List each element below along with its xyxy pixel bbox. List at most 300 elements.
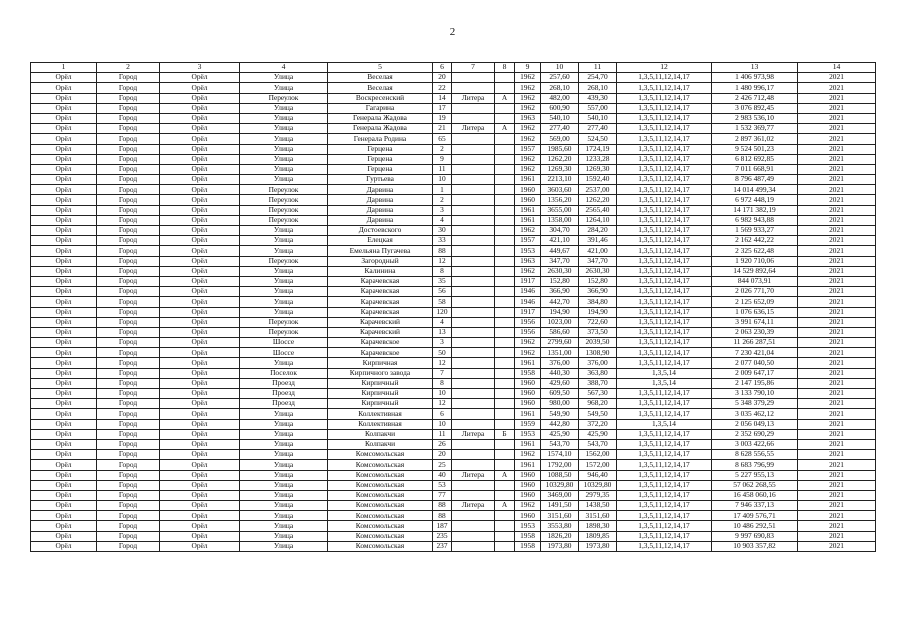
table-cell: 2021: [798, 113, 876, 123]
table-cell: 3 076 892,45: [712, 103, 798, 113]
table-cell: 600,90: [541, 103, 579, 113]
table-cell: Улица: [240, 287, 328, 297]
table-cell: Комсомольская: [328, 490, 433, 500]
table-cell: 7 230 421,04: [712, 348, 798, 358]
table-cell: 152,80: [541, 276, 579, 286]
table-cell: 2021: [798, 470, 876, 480]
table-cell: [495, 195, 515, 205]
table-cell: 194,90: [541, 307, 579, 317]
table-cell: Комсомольская: [328, 470, 433, 480]
table-cell: 391,46: [579, 236, 617, 246]
table-cell: 2 077 040,50: [712, 358, 798, 368]
table-row: [31, 73, 876, 83]
table-cell: Орёл: [160, 531, 240, 541]
table-cell: Город: [97, 501, 160, 511]
table-cell: 1961: [515, 215, 541, 225]
table-cell: Дарвина: [328, 195, 433, 205]
table-cell: Улица: [240, 531, 328, 541]
table-cell: 3: [433, 338, 452, 348]
table-cell: 1953: [515, 429, 541, 439]
table-cell: 540,10: [579, 113, 617, 123]
table-cell: 2021: [798, 287, 876, 297]
table-cell: 1961: [515, 439, 541, 449]
table-cell: Поселок: [240, 368, 328, 378]
table-cell: 722,60: [579, 317, 617, 327]
table-cell: 1960: [515, 399, 541, 409]
table-cell: 2021: [798, 164, 876, 174]
table-cell: 2021: [798, 205, 876, 215]
column-header: 14: [798, 63, 876, 73]
table-cell: 2 009 647,17: [712, 368, 798, 378]
table-cell: 1574,10: [541, 450, 579, 460]
column-header: 12: [617, 63, 712, 73]
table-cell: 1958: [515, 541, 541, 551]
table-cell: 347,70: [579, 256, 617, 266]
table-cell: Улица: [240, 409, 328, 419]
table-cell: 10 903 357,82: [712, 541, 798, 551]
table-cell: 1,3,5,11,12,14,17: [617, 236, 712, 246]
table-cell: 1724,19: [579, 144, 617, 154]
table-cell: Переулок: [240, 185, 328, 195]
table-cell: Город: [97, 164, 160, 174]
table-cell: 2021: [798, 256, 876, 266]
table-cell: 53: [433, 480, 452, 490]
table-row: [31, 266, 876, 276]
table-cell: 1,3,5,11,12,14,17: [617, 338, 712, 348]
table-cell: 2021: [798, 460, 876, 470]
table-cell: Город: [97, 368, 160, 378]
table-cell: 1826,20: [541, 531, 579, 541]
table-cell: 1,3,5,14: [617, 368, 712, 378]
table-cell: 1946: [515, 297, 541, 307]
table-cell: Город: [97, 256, 160, 266]
table-cell: Орёл: [160, 297, 240, 307]
table-cell: Улица: [240, 113, 328, 123]
table-cell: Город: [97, 399, 160, 409]
table-cell: 7 946 337,13: [712, 501, 798, 511]
table-cell: Город: [97, 124, 160, 134]
table-cell: [452, 103, 495, 113]
table-row: [31, 144, 876, 154]
table-cell: 2021: [798, 399, 876, 409]
table-cell: Город: [97, 348, 160, 358]
table-row: [31, 93, 876, 103]
table-cell: [495, 531, 515, 541]
table-cell: [495, 541, 515, 551]
table-row: [31, 409, 876, 419]
table-cell: Орёл: [160, 490, 240, 500]
table-cell: 1,3,5,11,12,14,17: [617, 409, 712, 419]
table-cell: 1959: [515, 419, 541, 429]
table-cell: Емельяна Пугачева: [328, 246, 433, 256]
table-cell: Калинина: [328, 266, 433, 276]
table-cell: 2021: [798, 348, 876, 358]
table-cell: [495, 103, 515, 113]
table-cell: 1,3,5,11,12,14,17: [617, 124, 712, 134]
table-cell: 1351,00: [541, 348, 579, 358]
table-row: [31, 287, 876, 297]
table-cell: [452, 175, 495, 185]
table-cell: 1,3,5,11,12,14,17: [617, 83, 712, 93]
table-row: [31, 450, 876, 460]
table-body: [31, 73, 876, 552]
column-header: 9: [515, 63, 541, 73]
table-cell: 1 569 933,27: [712, 226, 798, 236]
table-cell: 2021: [798, 317, 876, 327]
table-cell: Орёл: [31, 256, 97, 266]
table-cell: [452, 215, 495, 225]
table-cell: Орёл: [160, 368, 240, 378]
table-cell: 16 458 060,16: [712, 490, 798, 500]
table-cell: 2 162 442,22: [712, 236, 798, 246]
table-cell: 373,50: [579, 327, 617, 337]
table-cell: 2021: [798, 358, 876, 368]
table-cell: 88: [433, 511, 452, 521]
table-cell: 1962: [515, 154, 541, 164]
table-cell: 366,90: [541, 287, 579, 297]
table-cell: Орёл: [160, 103, 240, 113]
table-cell: 6 982 943,88: [712, 215, 798, 225]
table-cell: [495, 175, 515, 185]
table-cell: Герцена: [328, 144, 433, 154]
table-cell: [495, 297, 515, 307]
table-cell: 1,3,5,11,12,14,17: [617, 266, 712, 276]
table-cell: 2021: [798, 154, 876, 164]
table-cell: 3469,00: [541, 490, 579, 500]
table-cell: 1,3,5,11,12,14,17: [617, 460, 712, 470]
table-cell: 77: [433, 490, 452, 500]
table-cell: 2979,35: [579, 490, 617, 500]
table-cell: [495, 460, 515, 470]
table-cell: 1960: [515, 378, 541, 388]
table-row: [31, 113, 876, 123]
table-cell: 12: [433, 399, 452, 409]
table-cell: 1961: [515, 205, 541, 215]
table-cell: 8: [433, 266, 452, 276]
table-cell: Орёл: [31, 236, 97, 246]
table-cell: 3553,80: [541, 521, 579, 531]
table-cell: 1,3,5,11,12,14,17: [617, 185, 712, 195]
table-cell: 2021: [798, 521, 876, 531]
table-cell: 980,00: [541, 399, 579, 409]
table-cell: Проезд: [240, 378, 328, 388]
table-cell: Орёл: [31, 226, 97, 236]
table-cell: [452, 419, 495, 429]
table-cell: 2 426 712,48: [712, 93, 798, 103]
table-cell: Город: [97, 450, 160, 460]
table-cell: Кирпичный: [328, 389, 433, 399]
table-cell: 3655,00: [541, 205, 579, 215]
table-row: [31, 215, 876, 225]
table-cell: Орёл: [160, 236, 240, 246]
table-cell: Орёл: [31, 368, 97, 378]
table-cell: 549,50: [579, 409, 617, 419]
table-cell: Город: [97, 154, 160, 164]
table-cell: 2: [433, 195, 452, 205]
table-row: [31, 429, 876, 439]
table-cell: 56: [433, 287, 452, 297]
table-cell: Орёл: [31, 490, 97, 500]
table-cell: [452, 256, 495, 266]
table-cell: Орёл: [160, 389, 240, 399]
table-cell: Гуртьева: [328, 175, 433, 185]
table-cell: 372,20: [579, 419, 617, 429]
table-cell: [452, 490, 495, 500]
table-cell: Улица: [240, 164, 328, 174]
table-cell: Улица: [240, 541, 328, 551]
table-cell: 1,3,5,11,12,14,17: [617, 317, 712, 327]
column-header: 1: [31, 63, 97, 73]
table-cell: Город: [97, 460, 160, 470]
table-cell: 6 812 692,85: [712, 154, 798, 164]
table-cell: А: [495, 501, 515, 511]
table-cell: Город: [97, 541, 160, 551]
table-header-row: [31, 63, 876, 73]
table-cell: Город: [97, 236, 160, 246]
table-cell: 1792,00: [541, 460, 579, 470]
table-cell: Улица: [240, 480, 328, 490]
table-cell: Орёл: [160, 164, 240, 174]
table-cell: Воскресенский: [328, 93, 433, 103]
table-cell: [452, 164, 495, 174]
table-cell: 1960: [515, 195, 541, 205]
table-cell: Переулок: [240, 195, 328, 205]
table-cell: Проезд: [240, 389, 328, 399]
table-cell: 1917: [515, 307, 541, 317]
table-cell: Улица: [240, 236, 328, 246]
table-cell: Улица: [240, 266, 328, 276]
table-cell: 482,00: [541, 93, 579, 103]
table-cell: 1491,50: [541, 501, 579, 511]
table-cell: Орёл: [31, 73, 97, 83]
table-cell: Орёл: [160, 439, 240, 449]
table-cell: 2021: [798, 175, 876, 185]
table-cell: [495, 205, 515, 215]
table-cell: [495, 521, 515, 531]
table-cell: Город: [97, 185, 160, 195]
table-cell: 12: [433, 358, 452, 368]
table-cell: Орёл: [31, 93, 97, 103]
table-cell: 2021: [798, 378, 876, 388]
table-cell: [452, 450, 495, 460]
table-cell: Город: [97, 246, 160, 256]
table-cell: Литера: [452, 501, 495, 511]
table-cell: 1,3,5,11,12,14,17: [617, 470, 712, 480]
table-cell: [452, 368, 495, 378]
table-cell: Орёл: [31, 480, 97, 490]
table-cell: 20: [433, 450, 452, 460]
table-cell: 58: [433, 297, 452, 307]
table-cell: 3 003 422,66: [712, 439, 798, 449]
table-cell: 257,60: [541, 73, 579, 83]
table-cell: [452, 236, 495, 246]
table-cell: 442,80: [541, 419, 579, 429]
table-cell: 11: [433, 429, 452, 439]
table-cell: Улица: [240, 246, 328, 256]
table-cell: 421,10: [541, 236, 579, 246]
table-cell: 2021: [798, 419, 876, 429]
table-cell: Улица: [240, 521, 328, 531]
table-cell: Орёл: [160, 501, 240, 511]
table-cell: Улица: [240, 511, 328, 521]
table-cell: Город: [97, 205, 160, 215]
table-cell: Город: [97, 490, 160, 500]
table-cell: 3: [433, 205, 452, 215]
table-row: [31, 134, 876, 144]
table-cell: 10: [433, 419, 452, 429]
table-cell: 2 325 622,48: [712, 246, 798, 256]
table-cell: 1960: [515, 389, 541, 399]
table-cell: Переулок: [240, 327, 328, 337]
table-cell: 1962: [515, 164, 541, 174]
table-cell: 1,3,5,11,12,14,17: [617, 93, 712, 103]
table-cell: 2021: [798, 276, 876, 286]
table-cell: 1962: [515, 93, 541, 103]
table-cell: 1962: [515, 103, 541, 113]
table-cell: 946,40: [579, 470, 617, 480]
table-cell: [495, 327, 515, 337]
table-cell: 2021: [798, 450, 876, 460]
table-cell: 187: [433, 521, 452, 531]
table-cell: 2 352 690,29: [712, 429, 798, 439]
table-cell: Улица: [240, 73, 328, 83]
table-cell: Улица: [240, 429, 328, 439]
table-cell: 3 035 462,12: [712, 409, 798, 419]
table-cell: Проезд: [240, 399, 328, 409]
table-cell: 1 076 636,15: [712, 307, 798, 317]
table-cell: 1,3,5,11,12,14,17: [617, 103, 712, 113]
table-cell: 3 133 790,10: [712, 389, 798, 399]
table-cell: 1962: [515, 73, 541, 83]
table-cell: [495, 134, 515, 144]
table-cell: 2021: [798, 297, 876, 307]
table-cell: 50: [433, 348, 452, 358]
table-cell: 2021: [798, 83, 876, 93]
table-cell: 6: [433, 409, 452, 419]
table-cell: Орёл: [31, 338, 97, 348]
table-cell: Карачевский: [328, 317, 433, 327]
table-cell: 1,3,5,11,12,14,17: [617, 246, 712, 256]
table-cell: Орёл: [31, 460, 97, 470]
table-cell: Орёл: [160, 73, 240, 83]
table-cell: [452, 83, 495, 93]
table-cell: [452, 399, 495, 409]
table-cell: 567,30: [579, 389, 617, 399]
table-cell: 2021: [798, 93, 876, 103]
table-cell: Переулок: [240, 205, 328, 215]
table-cell: [495, 154, 515, 164]
table-row: [31, 226, 876, 236]
table-cell: 366,90: [579, 287, 617, 297]
table-cell: Орёл: [160, 460, 240, 470]
table-cell: 1,3,5,11,12,14,17: [617, 480, 712, 490]
table-cell: Орёл: [160, 541, 240, 551]
table-cell: Кирпичного завода: [328, 368, 433, 378]
table-cell: 13: [433, 327, 452, 337]
table-cell: Орёл: [31, 276, 97, 286]
table-cell: 22: [433, 83, 452, 93]
table-cell: Литера: [452, 470, 495, 480]
table-cell: 25: [433, 460, 452, 470]
table-cell: Орёл: [160, 429, 240, 439]
table-cell: 2021: [798, 490, 876, 500]
table-cell: 2021: [798, 541, 876, 551]
table-row: [31, 358, 876, 368]
table-cell: Герцена: [328, 164, 433, 174]
table-row: [31, 368, 876, 378]
table-cell: Комсомольская: [328, 541, 433, 551]
table-cell: Орёл: [160, 419, 240, 429]
table-cell: [452, 389, 495, 399]
table-cell: 1023,00: [541, 317, 579, 327]
table-cell: Генерала Родина: [328, 134, 433, 144]
table-cell: 3603,60: [541, 185, 579, 195]
table-cell: 57 062 268,55: [712, 480, 798, 490]
table-cell: А: [495, 93, 515, 103]
table-cell: 524,50: [579, 134, 617, 144]
table-cell: 1,3,5,11,12,14,17: [617, 256, 712, 266]
table-cell: 569,00: [541, 134, 579, 144]
table-row: [31, 378, 876, 388]
table-cell: Орёл: [160, 93, 240, 103]
table-cell: [495, 490, 515, 500]
table-cell: [452, 113, 495, 123]
column-header: 3: [160, 63, 240, 73]
table-cell: Улица: [240, 297, 328, 307]
table-cell: 10329,80: [541, 480, 579, 490]
table-cell: Город: [97, 297, 160, 307]
table-cell: [452, 541, 495, 551]
table-cell: 2021: [798, 144, 876, 154]
table-cell: [452, 317, 495, 327]
table-cell: Город: [97, 103, 160, 113]
table-cell: Орёл: [160, 256, 240, 266]
table-row: [31, 460, 876, 470]
table-row: [31, 419, 876, 429]
table-cell: 1,3,5,11,12,14,17: [617, 175, 712, 185]
table-cell: Комсомольская: [328, 480, 433, 490]
table-cell: Город: [97, 389, 160, 399]
table-cell: 14 529 892,64: [712, 266, 798, 276]
table-cell: 2021: [798, 338, 876, 348]
table-cell: 1956: [515, 327, 541, 337]
table-cell: Орёл: [31, 124, 97, 134]
table-cell: [452, 307, 495, 317]
table-cell: Орёл: [31, 501, 97, 511]
table-cell: Шоссе: [240, 338, 328, 348]
table-cell: Город: [97, 266, 160, 276]
table-row: [31, 307, 876, 317]
table-cell: 40: [433, 470, 452, 480]
table-cell: Орёл: [160, 195, 240, 205]
table-cell: Карачевский: [328, 327, 433, 337]
table-cell: [495, 113, 515, 123]
table-cell: [495, 73, 515, 83]
table-cell: Орёл: [31, 439, 97, 449]
table-cell: Орёл: [31, 378, 97, 388]
table-cell: Орёл: [31, 399, 97, 409]
table-cell: 1985,60: [541, 144, 579, 154]
table-cell: Орёл: [160, 215, 240, 225]
table-cell: [495, 83, 515, 93]
table-cell: 5 348 379,29: [712, 399, 798, 409]
table-cell: 1960: [515, 185, 541, 195]
table-cell: 1961: [515, 409, 541, 419]
table-cell: 3151,60: [579, 511, 617, 521]
table-cell: 429,60: [541, 378, 579, 388]
table-cell: 2 147 195,86: [712, 378, 798, 388]
table-cell: 14: [433, 93, 452, 103]
